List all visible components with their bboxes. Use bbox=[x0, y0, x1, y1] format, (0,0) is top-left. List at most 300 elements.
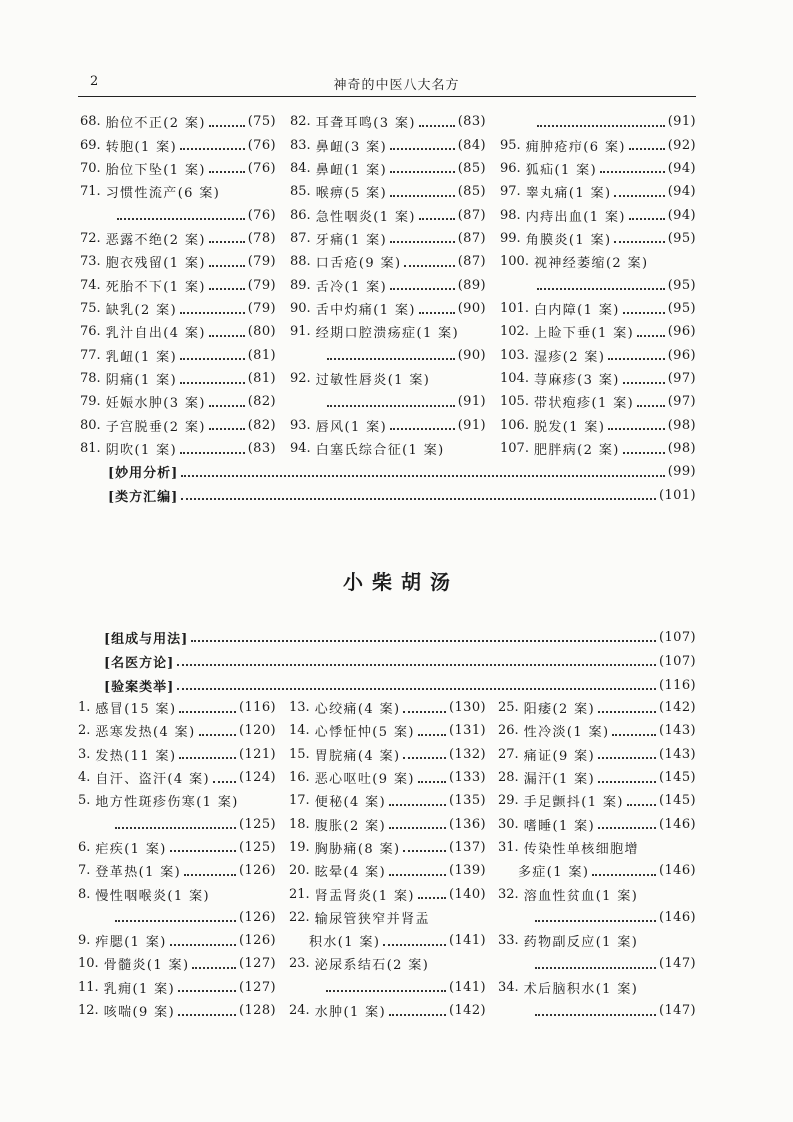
page-reference: (79) bbox=[247, 254, 276, 270]
page-reference: (133) bbox=[449, 770, 486, 786]
entry-number: 71. bbox=[80, 184, 101, 200]
toc-entry bbox=[500, 367, 696, 390]
toc-entry bbox=[290, 180, 486, 203]
dot-leader bbox=[117, 218, 245, 220]
dot-leader bbox=[115, 827, 236, 829]
toc-entry bbox=[498, 719, 696, 742]
entry-title: 乳衄(1 案) bbox=[105, 349, 178, 365]
dot-leader bbox=[419, 125, 455, 127]
entry-number: 26. bbox=[498, 723, 519, 739]
dot-leader bbox=[184, 874, 236, 876]
page-reference: (76) bbox=[247, 137, 276, 153]
page-reference: (142) bbox=[659, 700, 696, 716]
toc-section-headings-previous bbox=[108, 460, 696, 507]
toc-entry bbox=[289, 859, 486, 882]
dot-leader bbox=[209, 335, 245, 337]
page-reference: (95) bbox=[667, 277, 696, 293]
page-reference: (91) bbox=[457, 394, 486, 410]
entry-title: 湿疹(2 案) bbox=[533, 349, 606, 365]
dot-leader bbox=[404, 265, 454, 267]
toc-entry-continuation bbox=[498, 859, 696, 882]
toc-entry bbox=[498, 882, 696, 905]
entry-title: 妊娠水肿(3 案) bbox=[105, 396, 206, 412]
entry-title: 术后脑积水(1 案) bbox=[523, 981, 639, 997]
entry-title: 骨髓炎(1 案) bbox=[103, 958, 190, 974]
dot-leader bbox=[390, 148, 455, 150]
page-reference: (116) bbox=[239, 700, 276, 716]
page-reference: (98) bbox=[667, 417, 696, 433]
entry-number: 72. bbox=[80, 230, 101, 246]
entry-title: 肾盂肾炎(1 案) bbox=[314, 888, 415, 904]
dot-leader bbox=[180, 312, 245, 314]
entry-number: 82. bbox=[290, 114, 311, 130]
entry-number: 106. bbox=[500, 417, 529, 433]
toc-entry bbox=[290, 157, 486, 180]
dot-leader bbox=[390, 241, 455, 243]
page-reference: (126) bbox=[239, 933, 276, 949]
page-reference: (146) bbox=[659, 863, 696, 879]
page-reference: (76) bbox=[247, 207, 276, 223]
dot-leader bbox=[181, 475, 664, 477]
entry-title: 感冒(15 案) bbox=[95, 702, 177, 718]
toc-entry bbox=[289, 882, 486, 905]
entry-number: 105. bbox=[500, 394, 529, 410]
toc-column bbox=[290, 110, 486, 460]
dot-leader bbox=[629, 148, 665, 150]
dot-leader bbox=[177, 688, 656, 690]
dot-leader bbox=[537, 288, 665, 290]
dot-leader bbox=[418, 734, 446, 736]
entry-number: 87. bbox=[290, 230, 311, 246]
entry-title: 荨麻疹(3 案) bbox=[533, 373, 620, 389]
page-reference: (79) bbox=[247, 277, 276, 293]
entry-title: 积水(1 案) bbox=[309, 935, 381, 951]
entry-title: 痈肿疮疖(6 案) bbox=[525, 139, 626, 155]
entry-title: 眩晕(4 案) bbox=[314, 865, 387, 881]
entry-title: 地方性斑疹伤寒(1 案) bbox=[95, 795, 239, 811]
toc-entry bbox=[498, 789, 696, 812]
dot-leader bbox=[614, 241, 664, 243]
entry-number: 4. bbox=[78, 770, 91, 786]
page-reference: (137) bbox=[449, 839, 486, 855]
entry-number: 78. bbox=[80, 371, 101, 387]
toc-entry bbox=[290, 274, 486, 297]
toc-entry bbox=[289, 766, 486, 789]
page-reference: (84) bbox=[457, 137, 486, 153]
page-reference: (135) bbox=[449, 793, 486, 809]
entry-title: 乳痈(1 案) bbox=[103, 981, 176, 997]
dot-leader bbox=[623, 452, 665, 454]
page-reference: (141) bbox=[449, 979, 486, 995]
entry-number: 27. bbox=[498, 746, 519, 762]
page-reference: (87) bbox=[457, 254, 486, 270]
dot-leader bbox=[179, 757, 236, 759]
dot-leader bbox=[180, 358, 245, 360]
toc-section-heading bbox=[108, 460, 696, 484]
entry-number: 30. bbox=[498, 816, 519, 832]
toc-entry bbox=[289, 999, 486, 1022]
toc-entry-continuation bbox=[290, 390, 486, 413]
toc-entry bbox=[78, 976, 276, 999]
entry-title: 乳汁自出(4 案) bbox=[105, 326, 206, 342]
toc-entry bbox=[498, 766, 696, 789]
page-reference: (94) bbox=[667, 207, 696, 223]
toc-entry bbox=[500, 250, 696, 273]
entry-number: 102. bbox=[500, 324, 529, 340]
dot-leader bbox=[535, 967, 656, 969]
entry-title: 白内障(1 案) bbox=[533, 303, 620, 319]
toc-entry bbox=[290, 320, 486, 343]
entry-title: 嗜睡(1 案) bbox=[523, 818, 596, 834]
page-reference: (91) bbox=[667, 114, 696, 130]
entry-number: 76. bbox=[80, 324, 101, 340]
entry-title: 腹胀(2 案) bbox=[314, 818, 387, 834]
entry-number: 11. bbox=[78, 979, 99, 995]
entry-number: 32. bbox=[498, 886, 519, 902]
dot-leader bbox=[419, 218, 455, 220]
entry-title: 带状疱疹(1 案) bbox=[533, 396, 635, 412]
page-reference: (145) bbox=[659, 793, 696, 809]
entry-number: 84. bbox=[290, 160, 311, 176]
entry-title: 角膜炎(1 案) bbox=[525, 232, 612, 248]
entry-title: 阴痛(1 案) bbox=[105, 373, 178, 389]
entry-number: 69. bbox=[80, 137, 101, 153]
dot-leader bbox=[390, 195, 455, 197]
toc-entry bbox=[80, 297, 276, 320]
page-reference: (85) bbox=[457, 184, 486, 200]
dot-leader bbox=[598, 757, 656, 759]
entry-title: 恶露不绝(2 案) bbox=[105, 232, 206, 248]
toc-entry-continuation bbox=[498, 906, 696, 929]
entry-title: 胎位下坠(1 案) bbox=[105, 162, 206, 178]
toc-entry bbox=[78, 952, 276, 975]
entry-number: 12. bbox=[78, 1003, 99, 1018]
toc-section-heading bbox=[104, 673, 696, 697]
page-reference: (81) bbox=[247, 347, 276, 363]
entry-title: 痛证(9 案) bbox=[523, 748, 596, 764]
dot-leader bbox=[627, 804, 656, 806]
entry-title: 耳聋耳鸣(3 案) bbox=[315, 116, 416, 132]
dot-leader bbox=[327, 405, 455, 407]
page-reference: (116) bbox=[659, 677, 696, 693]
toc-entry bbox=[500, 414, 696, 437]
dot-leader bbox=[389, 1014, 446, 1016]
entry-title: 舌冷(1 案) bbox=[315, 279, 388, 295]
running-header-title: 神奇的中医八大名方 bbox=[333, 78, 460, 93]
page-reference: (75) bbox=[247, 114, 276, 130]
entry-number: 101. bbox=[500, 301, 529, 317]
entry-number: 80. bbox=[80, 417, 101, 433]
dot-leader bbox=[537, 125, 665, 127]
entry-number: 14. bbox=[289, 723, 310, 739]
entry-number: 107. bbox=[500, 441, 529, 457]
entry-number: 70. bbox=[80, 160, 101, 176]
toc-entry bbox=[80, 180, 276, 203]
toc-entry bbox=[78, 836, 276, 859]
entry-title: 便秘(4 案) bbox=[314, 795, 387, 811]
entry-number: 96. bbox=[500, 160, 521, 176]
entry-number: 10. bbox=[78, 956, 99, 972]
entry-title: 子宫脱垂(2 案) bbox=[105, 419, 206, 435]
toc-section-heading bbox=[104, 649, 696, 673]
dot-leader bbox=[192, 967, 236, 969]
entry-title: 性冷淡(1 案) bbox=[523, 725, 610, 741]
dot-leader bbox=[637, 335, 665, 337]
dot-leader bbox=[419, 312, 455, 314]
toc-entry bbox=[289, 812, 486, 835]
entry-number: 104. bbox=[500, 371, 529, 387]
toc-entry bbox=[289, 696, 486, 719]
entry-title: 水肿(1 案) bbox=[314, 1005, 387, 1020]
toc-entry bbox=[80, 390, 276, 413]
entry-number: 22. bbox=[289, 909, 310, 925]
dot-leader bbox=[592, 874, 656, 876]
dot-leader bbox=[629, 218, 665, 220]
entry-title: 登革热(1 案) bbox=[95, 865, 182, 881]
toc-entry bbox=[78, 999, 276, 1022]
page-reference: (95) bbox=[667, 301, 696, 317]
toc-section-heading bbox=[108, 484, 696, 508]
entry-number: 2. bbox=[78, 723, 91, 739]
entry-number: 90. bbox=[290, 301, 311, 317]
toc-entry-continuation bbox=[80, 203, 276, 226]
entry-title: 漏汗(1 案) bbox=[523, 772, 596, 788]
entry-title: 死胎不下(1 案) bbox=[105, 279, 206, 295]
entry-number: 81. bbox=[80, 441, 101, 457]
toc-entry bbox=[498, 696, 696, 719]
toc-section-heading bbox=[104, 625, 696, 649]
dot-leader bbox=[403, 757, 446, 759]
toc-entry bbox=[80, 344, 276, 367]
entry-title: 胞衣残留(1 案) bbox=[105, 256, 206, 272]
page-reference: (96) bbox=[667, 324, 696, 340]
entry-number: 18. bbox=[289, 816, 310, 832]
toc-column bbox=[500, 110, 696, 460]
dot-leader bbox=[623, 312, 665, 314]
page-reference: (83) bbox=[247, 441, 276, 457]
page-reference: (146) bbox=[659, 909, 696, 925]
dot-leader bbox=[170, 944, 236, 946]
entry-title: 肥胖病(2 案) bbox=[533, 443, 620, 459]
entry-number: 75. bbox=[80, 301, 101, 317]
dot-leader bbox=[209, 171, 245, 173]
entry-title: 慢性咽喉炎(1 案) bbox=[95, 888, 210, 904]
toc-entry bbox=[289, 952, 486, 975]
dot-leader bbox=[535, 920, 656, 922]
entry-title: 传染性单核细胞增 bbox=[523, 841, 639, 857]
toc-entry bbox=[80, 227, 276, 250]
entry-title: 过敏性唇炎(1 案) bbox=[315, 373, 431, 389]
page-reference: (147) bbox=[659, 1003, 696, 1018]
toc-entry bbox=[500, 227, 696, 250]
toc-entry bbox=[80, 133, 276, 156]
entry-title: [验案类举] bbox=[104, 679, 175, 695]
dot-leader bbox=[181, 498, 656, 500]
toc-entry bbox=[290, 414, 486, 437]
entry-number: 6. bbox=[78, 839, 91, 855]
toc-entry bbox=[498, 743, 696, 766]
page-reference: (90) bbox=[457, 347, 486, 363]
entry-number: 29. bbox=[498, 793, 519, 809]
page-reference: (145) bbox=[659, 770, 696, 786]
entry-number: 93. bbox=[290, 417, 311, 433]
toc-entry bbox=[290, 203, 486, 226]
entry-number: 91. bbox=[290, 324, 311, 340]
entry-number: 95. bbox=[500, 137, 521, 153]
entry-title: 阴吹(1 案) bbox=[105, 443, 178, 459]
toc-entry-continuation bbox=[498, 999, 696, 1022]
entry-title: 疟疾(1 案) bbox=[95, 841, 167, 857]
toc-entry bbox=[78, 859, 276, 882]
entry-number: 25. bbox=[498, 700, 519, 716]
toc-column bbox=[78, 696, 276, 1022]
dot-leader bbox=[403, 850, 446, 852]
page-reference: (97) bbox=[667, 394, 696, 410]
dot-leader bbox=[403, 711, 446, 713]
entry-number: 97. bbox=[500, 184, 521, 200]
entry-title: 视神经萎缩(2 案) bbox=[533, 256, 649, 272]
entry-number: 8. bbox=[78, 886, 91, 902]
entry-number: 15. bbox=[289, 746, 310, 762]
entry-title: 胃脘痛(4 案) bbox=[314, 748, 401, 764]
page-reference: (126) bbox=[239, 909, 276, 925]
page-reference: (120) bbox=[239, 723, 276, 739]
dot-leader bbox=[535, 1014, 656, 1016]
toc-entry bbox=[500, 437, 696, 460]
toc-entry bbox=[80, 367, 276, 390]
toc-entry bbox=[289, 719, 486, 742]
page-number: 2 bbox=[90, 74, 99, 89]
page-reference: (143) bbox=[659, 723, 696, 739]
entry-title: 口舌疮(9 案) bbox=[315, 256, 402, 272]
page-reference: (124) bbox=[239, 770, 276, 786]
entry-title: 胸胁痛(8 案) bbox=[314, 841, 401, 857]
dot-leader bbox=[598, 781, 656, 783]
page-reference: (132) bbox=[449, 746, 486, 762]
entry-title: 舌中灼痛(1 案) bbox=[315, 303, 416, 319]
entry-title: 鼻衄(1 案) bbox=[315, 162, 388, 178]
page-reference: (78) bbox=[247, 230, 276, 246]
toc-entry bbox=[500, 133, 696, 156]
page-reference: (101) bbox=[659, 487, 696, 503]
dot-leader bbox=[178, 990, 236, 992]
toc-entry-continuation bbox=[498, 952, 696, 975]
toc-column bbox=[289, 696, 486, 1022]
page-reference: (128) bbox=[239, 1003, 276, 1018]
toc-entry-continuation bbox=[78, 906, 276, 929]
dot-leader bbox=[390, 288, 455, 290]
toc-entry bbox=[80, 157, 276, 180]
page-reference: (96) bbox=[667, 347, 696, 363]
entry-number: 86. bbox=[290, 207, 311, 223]
page-reference: (91) bbox=[457, 417, 486, 433]
page-reference: (127) bbox=[239, 979, 276, 995]
entry-title: 心绞痛(4 案) bbox=[314, 702, 401, 718]
entry-title: 牙痛(1 案) bbox=[315, 232, 388, 248]
entry-title: 白塞氏综合征(1 案) bbox=[315, 443, 445, 459]
dot-leader bbox=[209, 241, 245, 243]
entry-title: 狐疝(1 案) bbox=[525, 162, 598, 178]
entry-number: 23. bbox=[289, 956, 310, 972]
page-reference: (79) bbox=[247, 301, 276, 317]
entry-title: [妙用分析] bbox=[108, 466, 179, 482]
entry-title: 睾丸痛(1 案) bbox=[525, 186, 612, 202]
page-reference: (82) bbox=[247, 394, 276, 410]
page-reference: (97) bbox=[667, 371, 696, 387]
entry-number: 94. bbox=[290, 441, 311, 457]
toc-entry-continuation bbox=[500, 274, 696, 297]
entry-number: 13. bbox=[289, 700, 310, 716]
entry-title: [名医方论] bbox=[104, 655, 175, 671]
header-rule bbox=[78, 96, 696, 97]
dot-leader bbox=[170, 850, 236, 852]
page-reference: (81) bbox=[247, 371, 276, 387]
page-reference: (107) bbox=[659, 629, 696, 645]
entry-number: 89. bbox=[290, 277, 311, 293]
page-reference: (98) bbox=[667, 441, 696, 457]
toc-entry bbox=[289, 789, 486, 812]
toc-entry bbox=[80, 250, 276, 273]
dot-leader bbox=[608, 428, 664, 430]
entry-title: 转胞(1 案) bbox=[105, 139, 178, 155]
entry-number: 73. bbox=[80, 254, 101, 270]
entry-number: 16. bbox=[289, 770, 310, 786]
entry-number: 9. bbox=[78, 933, 91, 949]
toc-entry bbox=[78, 929, 276, 952]
entry-number: 103. bbox=[500, 347, 529, 363]
toc-entry bbox=[500, 344, 696, 367]
entry-number: 68. bbox=[80, 114, 101, 130]
toc-entry-continuation bbox=[290, 344, 486, 367]
dot-leader bbox=[177, 664, 656, 666]
toc-column bbox=[80, 110, 276, 460]
page-reference: (82) bbox=[247, 417, 276, 433]
entry-title: 内痔出血(1 案) bbox=[525, 209, 626, 225]
dot-leader bbox=[209, 265, 245, 267]
toc-entry bbox=[500, 157, 696, 180]
entry-title: 泌尿系结石(2 案) bbox=[314, 958, 430, 974]
toc-entry bbox=[290, 133, 486, 156]
toc-entry bbox=[500, 297, 696, 320]
page-reference: (143) bbox=[659, 746, 696, 762]
toc-entry-continuation bbox=[500, 110, 696, 133]
page-reference: (95) bbox=[667, 230, 696, 246]
toc-entry bbox=[78, 789, 276, 812]
dot-leader bbox=[600, 171, 665, 173]
page-reference: (140) bbox=[449, 886, 486, 902]
dot-leader bbox=[389, 827, 446, 829]
entry-title: 输尿管狭窄并肾盂 bbox=[314, 911, 430, 927]
toc-entry bbox=[498, 836, 696, 859]
entry-title: 溶血性贫血(1 案) bbox=[523, 888, 639, 904]
entry-number: 92. bbox=[290, 371, 311, 387]
dot-leader bbox=[327, 358, 455, 360]
page-reference: (125) bbox=[239, 816, 276, 832]
entry-title: 多症(1 案) bbox=[518, 865, 590, 881]
toc-section-headings bbox=[104, 625, 696, 697]
toc-entry bbox=[290, 110, 486, 133]
entry-number: 28. bbox=[498, 770, 519, 786]
entry-number: 99. bbox=[500, 230, 521, 246]
entry-title: 咳喘(9 案) bbox=[103, 1005, 176, 1020]
page-reference: (142) bbox=[449, 1003, 486, 1018]
dot-leader bbox=[389, 874, 446, 876]
entry-title: 上睑下垂(1 案) bbox=[533, 326, 635, 342]
entry-title: 鼻衄(3 案) bbox=[315, 139, 388, 155]
toc-column bbox=[498, 696, 696, 1022]
toc-entry bbox=[289, 836, 486, 859]
toc-entry bbox=[500, 320, 696, 343]
